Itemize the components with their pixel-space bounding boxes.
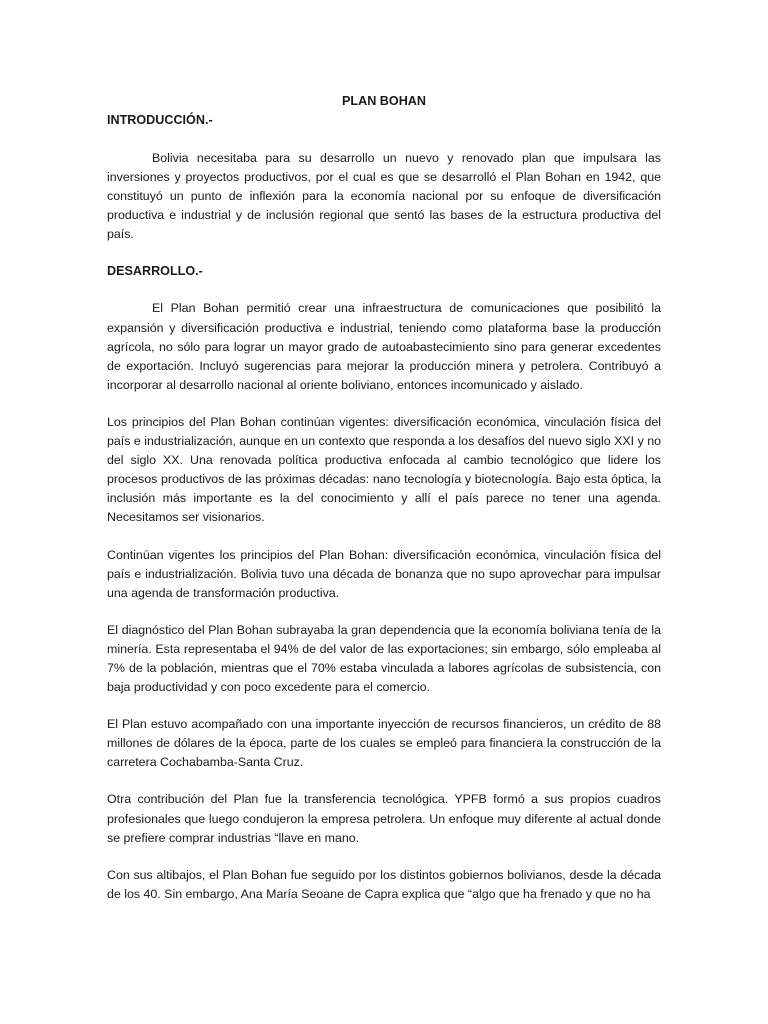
- development-paragraph-5: El Plan estuvo acompañado con una importante inyección de recursos financieros, un crédito de 88 millones de dólares de la época, parte de los cuales se empleó para financiera la construcción de la carretera Cochabamba-Santa Cruz.: [107, 717, 661, 770]
- introduction-heading: INTRODUCCIÓN.-: [107, 113, 213, 127]
- introduction-paragraph: Bolivia necesitaba para su desarrollo un nuevo y renovado plan que impulsara las inversiones y proyectos productivos, por el cual es que se desarrolló el Plan Bohan en 1942, que constituyó un punto de inflexión para la economía nacional por su enfoque de diversificación productiva e industrial y de inclusión regional que sentó las bases de la estructura productiva del país.: [107, 151, 661, 242]
- development-paragraph-2: Los principios del Plan Bohan continúan vigentes: diversificación económica, vinculación física del país e industrialización, aunque en un contexto que responda a los desafíos del nuevo siglo XXI y no del siglo XX. Una renovada política productiva enfocada al cambio tecnológico que lidere los procesos productivos de las próximas décadas: nano tecnología y biotecnología. Bajo esta óptica, la inclusión más importante es la del conocimiento y allí el país parece no tener una agenda. Necesitamos ser visionarios.: [107, 414, 661, 525]
- development-paragraph-4: El diagnóstico del Plan Bohan subrayaba la gran dependencia que la economía boliviana tenía de la minería. Esta representaba el 94% de del valor de las exportaciones; sin embargo, sólo empleaba al 7% de la población, mientras que el 70% estaba vinculada a labores agrícolas de subsistencia, con baja productividad y con poco excedente para el comercio.: [107, 622, 661, 695]
- development-paragraph-7: Con sus altibajos, el Plan Bohan fue seguido por los distintos gobiernos bolivianos, desde la década de los 40. Sin embargo, Ana María Seoane de Capra explica que “algo que ha frenado y que no ha: [107, 867, 661, 901]
- development-paragraph-6: Otra contribución del Plan fue la transferencia tecnológica. YPFB formó a sus propios cuadros profesionales que luego condujeron la empresa petrolera. Un enfoque muy diferente al actual donde se prefiere comprar industrias “llave en mano.: [107, 792, 661, 845]
- development-paragraph-1: El Plan Bohan permitió crear una infraestructura de comunicaciones que posibilitó la expansión y diversificación productiva e industrial, teniendo como plataforma base la producción agrícola, no sólo para lograr un mayor grado de autoabastecimiento sino para generar excedentes de exportación. Incluyó sugerencias para mejorar la producción minera y petrolera. Contribuyó a incorporar al desarrollo nacional al oriente boliviano, entonces incomunicado y aislado.: [107, 301, 661, 392]
- development-paragraph-3: Continúan vigentes los principios del Plan Bohan: diversificación económica, vinculación física del país e industrialización. Bolivia tuvo una década de bonanza que no supo aprovechar para impulsar una agenda de transformación productiva.: [107, 547, 661, 600]
- document-title: PLAN BOHAN: [342, 94, 426, 108]
- document-body: [107, 92, 661, 904]
- development-heading: DESARROLLO.-: [107, 264, 203, 279]
